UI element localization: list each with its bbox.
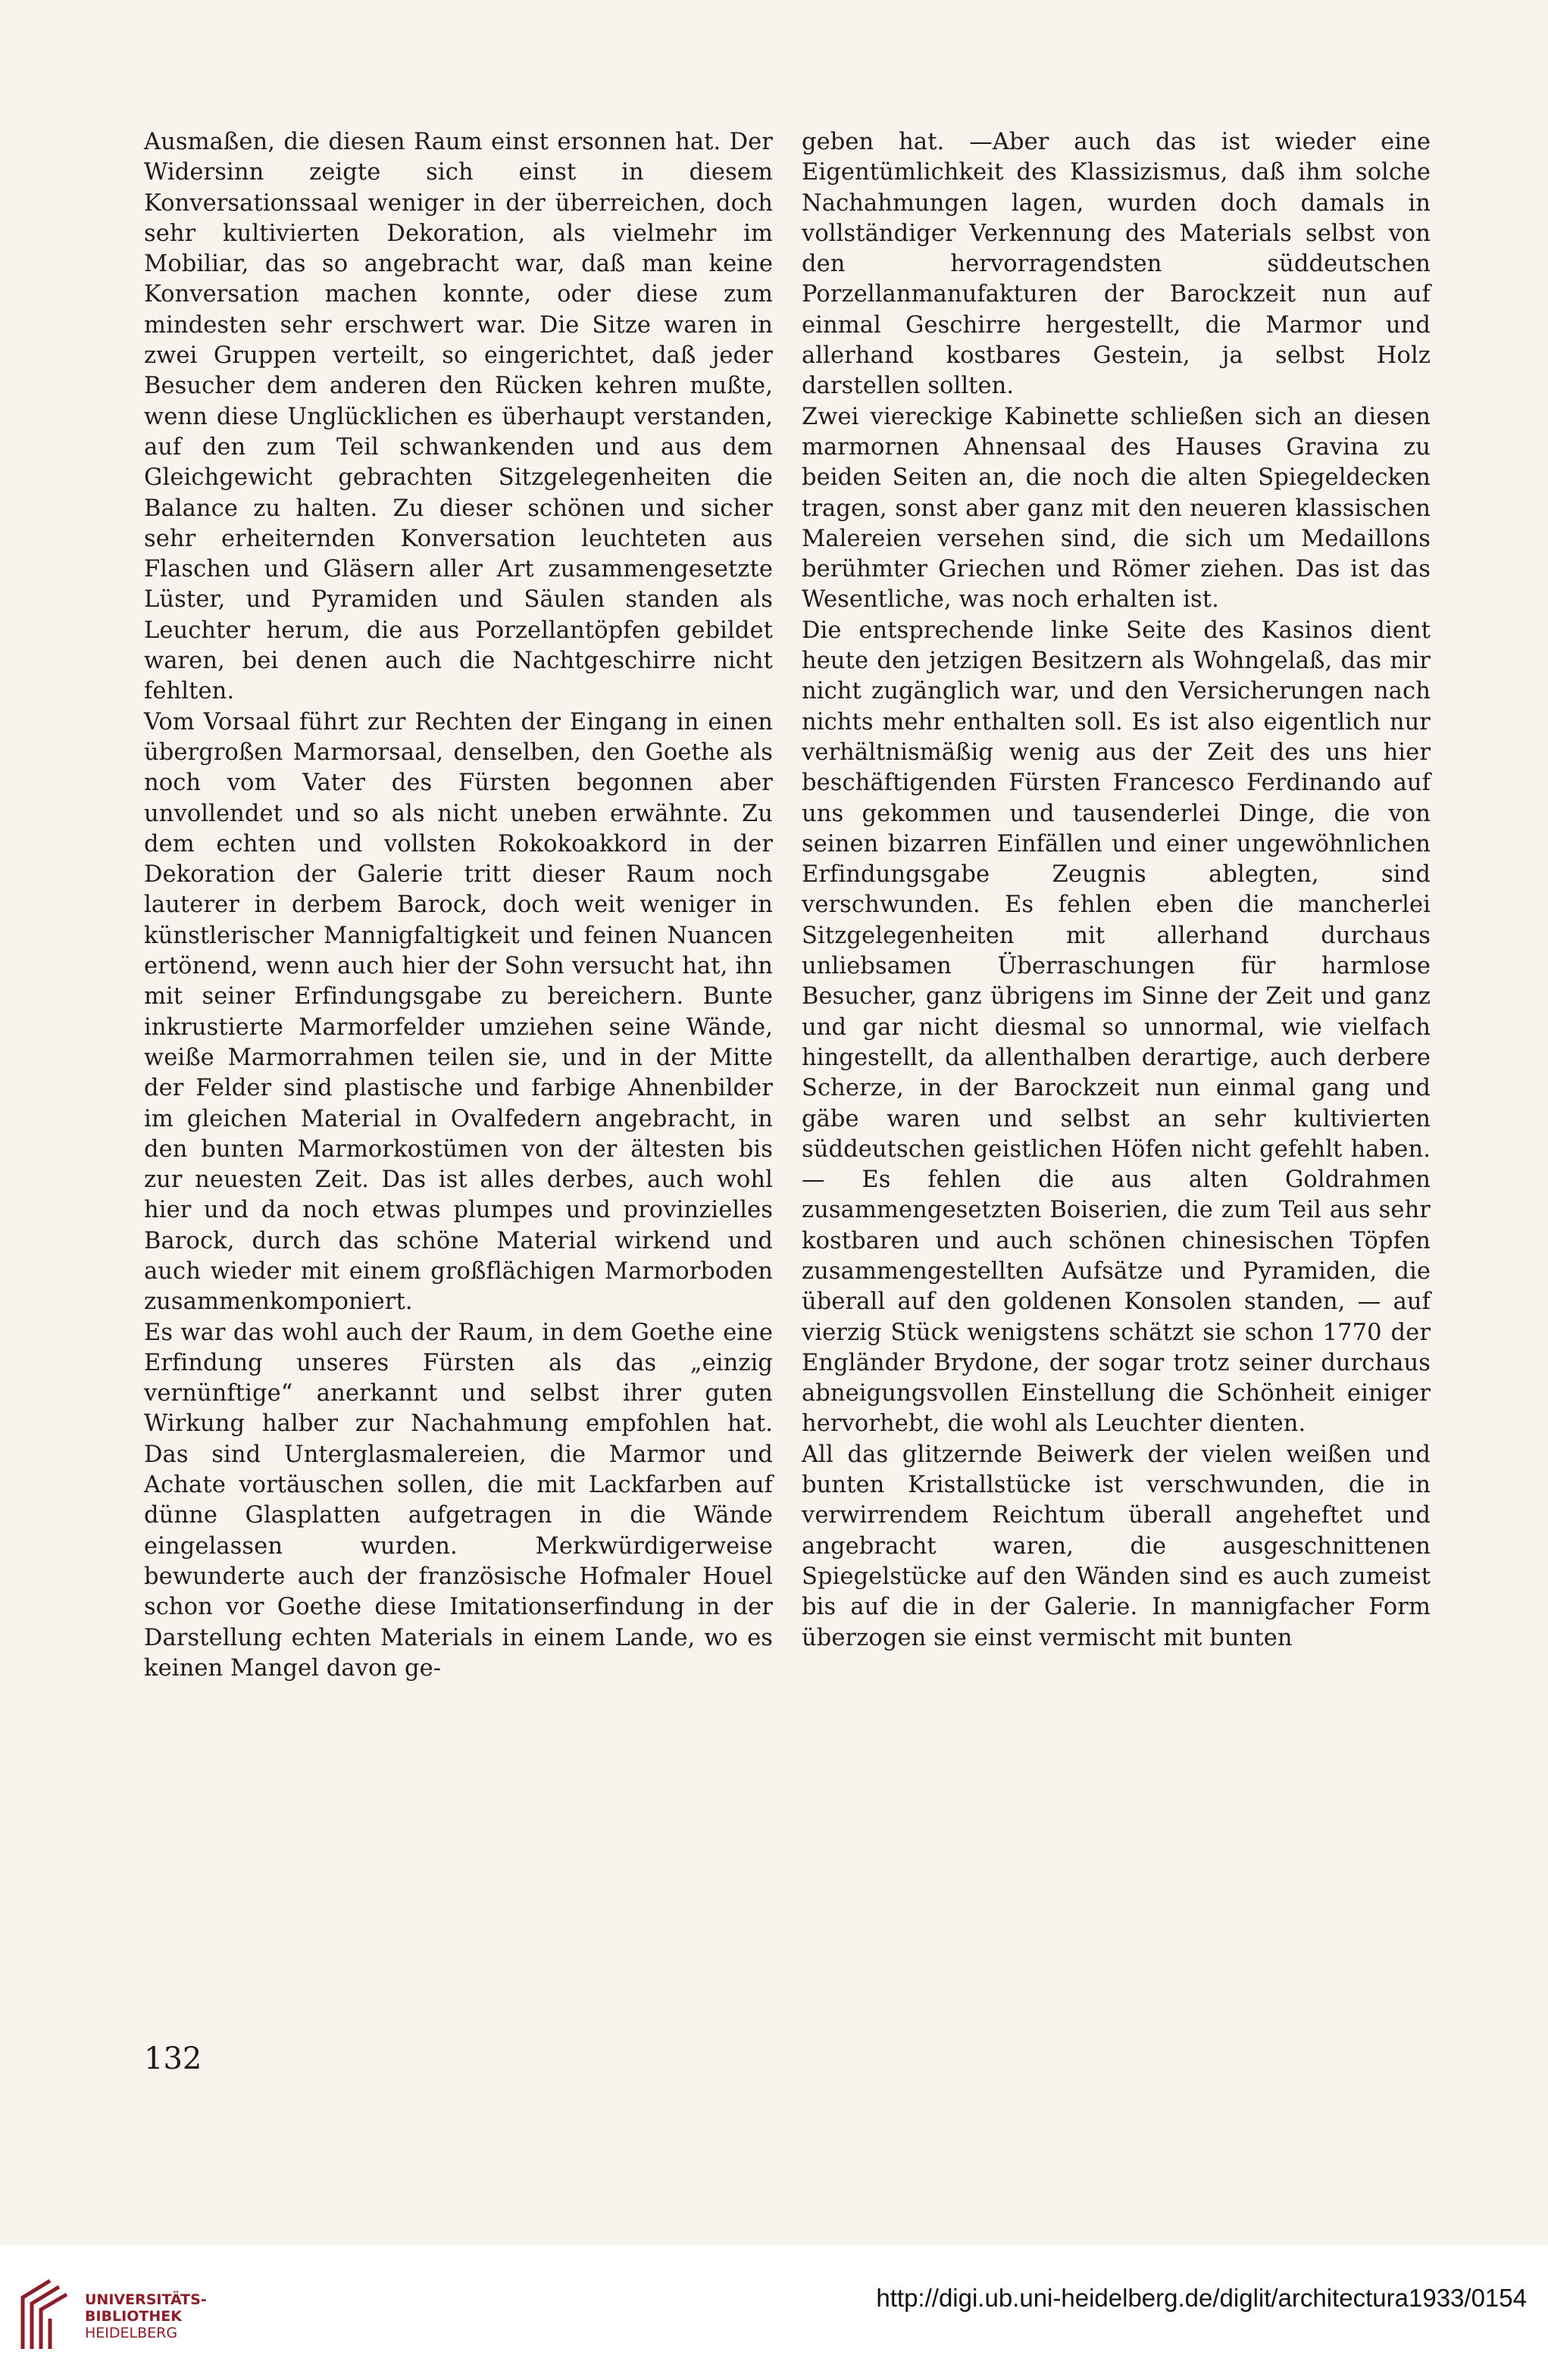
source-url-link[interactable]: http://digi.ub.uni-heidelberg.de/diglit/architectura1933/0154 bbox=[876, 2284, 1527, 2312]
logo-line: UNIVERSITÄTS- bbox=[85, 2291, 207, 2308]
paragraph: geben hat. —Aber auch das ist wieder eine Eigentümlichkeit des Klassizismus, daß ihm solche Nachahmungen lagen, wurden doch damals in vollständiger Verkennung des Materials selbst von den hervorragendsten süddeutschen Porzellanmanufakturen der Barockzeit nun auf einmal Geschirre hergestellt, die Marmor und allerhand kostbares Gestein, ja selbst Holz darstellen sollten. bbox=[802, 129, 1431, 400]
digitization-footer bbox=[0, 2246, 1548, 2380]
logo-line: BIBLIOTHEK bbox=[85, 2308, 182, 2325]
paragraph: All das glitzernde Beiwerk der vielen weißen und bunten Kristallstücke ist verschwunden, die in verwirrendem Reichtum überall angeheftet und angebracht waren, die ausgeschnittenen Spiegelstücke auf den Wänden sind es auch zumeist bis auf die in der Galerie. In mannigfacher Form überzogen sie einst vermischt mit bunten bbox=[802, 1441, 1431, 1651]
page-number: 132 bbox=[144, 2041, 202, 2076]
right-text-column bbox=[802, 127, 1431, 1654]
paragraph: Ausmaßen, die diesen Raum einst ersonnen hat. Der Widersinn zeigte sich einst in diesem Konversationssaal weniger in der überreichen, doch sehr kultivierten Dekoration, als vielmehr im Mobiliar, das so angebracht war, daß man keine Konversation machen konnte, oder diese zum mindesten sehr erschwert war. Die Sitze waren in zwei Gruppen verteilt, so eingerichtet, daß jeder Besucher dem anderen den Rücken kehren mußte, wenn diese Unglücklichen es überhaupt verstanden, auf den zum Teil schwankenden und aus dem Gleichgewicht gebrachten Sitzgelegenheiten die Balance zu halten. Zu dieser schönen und sicher sehr erheiternden Konversation leuchteten aus Flaschen und Gläsern aller Art zusammengesetzte Lüster, und Pyramiden und Säulen standen als Leuchter herum, die aus Porzellantöpfen gebildet waren, bei denen auch die Nachtgeschirre nicht fehlten. bbox=[144, 129, 773, 705]
library-logo-icon bbox=[17, 2275, 71, 2353]
library-logo-text bbox=[85, 2291, 207, 2341]
paragraph: Zwei viereckige Kabinette schließen sich an diesen marmornen Ahnensaal des Hauses Gravina zu beiden Seiten an, die noch die alten Spiegeldecken tragen, sonst aber ganz mit den neueren klassischen Malereien versehen sind, die sich um Medaillons berühmter Griechen und Römer ziehen. Das ist das Wesentliche, was noch erhalten ist. bbox=[802, 403, 1431, 614]
left-text-column bbox=[144, 127, 773, 1684]
paragraph: Vom Vorsaal führt zur Rechten der Eingang in einen übergroßen Marmorsaal, denselben, den Goethe als noch vom Vater des Fürsten begonnen aber unvollendet und so als nicht uneben erwähnte. Zu dem echten und vollsten Rokokoakkord in der Dekoration der Galerie tritt dieser Raum noch lauterer in derbem Barock, doch weit weniger in künstlerischer Mannigfaltigkeit und feinen Nuancen ertönend, wenn auch hier der Sohn versucht hat, ihn mit seiner Erfindungsgabe zu bereichern. Bunte inkrustierte Marmorfelder umziehen seine Wände, weiße Marmorrahmen teilen sie, und in der Mitte der Felder sind plastische und farbige Ahnenbilder im gleichen Material in Ovalfedern angebracht, in den bunten Marmorkostümen von der ältesten bis zur neuesten Zeit. Das ist alles derbes, auch wohl hier und da noch etwas plumpes und provinzielles Barock, durch das schöne Material wirkend und auch wieder mit einem großflächigen Marmorboden zusammenkomponiert. bbox=[144, 708, 773, 1316]
paragraph: Es war das wohl auch der Raum, in dem Goethe eine Erfindung unseres Fürsten als das „einzig vernünftige“ anerkannt und selbst ihrer guten Wirkung halber zur Nachahmung empfohlen hat. Das sind Unterglasmalereien, die Marmor und Achate vortäuschen sollen, die mit Lackfarben auf dünne Glasplatten aufgetragen in die Wände eingelassen wurden. Merkwürdigerweise bewunderte auch der französische Hofmaler Houel schon vor Goethe diese Imitationserfindung in der Darstellung echten Materials in einem Lande, wo es keinen Mangel davon ge- bbox=[144, 1319, 773, 1682]
paragraph: Die entsprechende linke Seite des Kasinos dient heute den jetzigen Besitzern als Wohngelaß, das mir nicht zugänglich war, und den Versicherungen nach nichts mehr enthalten soll. Es ist also eigentlich nur verhältnismäßig wenig aus der Zeit des uns hier beschäftigenden Fürsten Francesco Ferdinando auf uns gekommen und tausenderlei Dinge, die von seinen bizarren Einfällen und einer ungewöhnlichen Erfindungsgabe Zeugnis ablegten, sind verschwunden. Es fehlen eben die mancherlei Sitzgelegenheiten mit allerhand durchaus unliebsamen Überraschungen für harmlose Besucher, ganz übrigens im Sinne der Zeit und ganz und gar nicht diesmal so unnormal, wie vielfach hingestellt, da allenthalben derartige, auch derbere Scherze, in der Barockzeit nun einmal gang und gäbe waren und selbst an sehr kultivierten süddeutschen geistlichen Höfen nicht gefehlt haben. — Es fehlen die aus alten Goldrahmen zusammengesetzten Boiserien, die zum Teil aus sehr kostbaren und auch schönen chinesischen Töpfen zusammengestellten Aufsätze und Pyramiden, die überall auf den goldenen Konsolen standen, — auf vierzig Stück wenigstens schätzt sie schon 1770 der Engländer Brydone, der sogar trotz seiner durchaus abneigungsvollen Einstellung die Schönheit einiger hervorhebt, die wohl als Leuchter dienten. bbox=[802, 617, 1431, 1438]
logo-line: HEIDELBERG bbox=[85, 2325, 178, 2341]
